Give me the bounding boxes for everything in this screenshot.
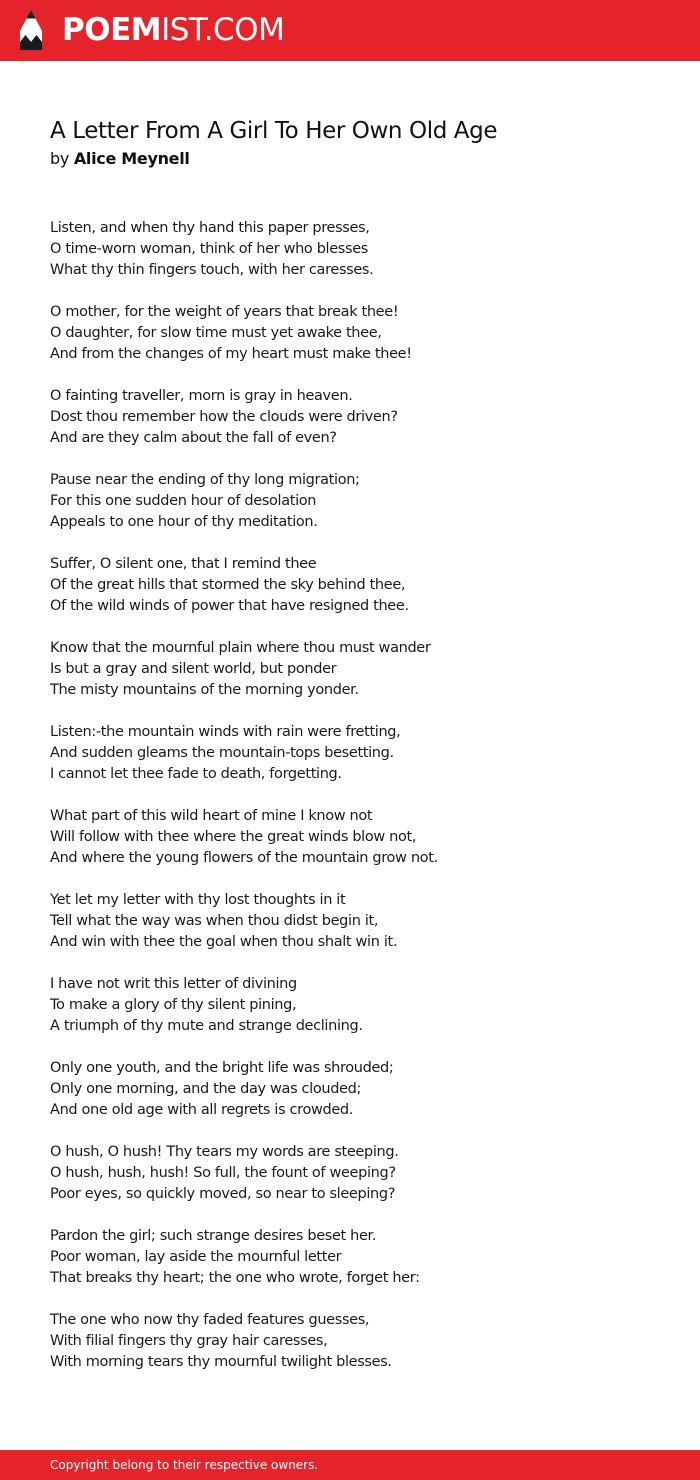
poem-line: I cannot let thee fade to death, forgetting. bbox=[50, 766, 342, 782]
by-label: by bbox=[50, 149, 70, 168]
poem-line: Tell what the way was when thou didst begin it, bbox=[50, 913, 379, 929]
poem-line: And from the changes of my heart must make thee! bbox=[50, 346, 412, 362]
poem-title: A Letter From A Girl To Her Own Old Age bbox=[50, 118, 498, 144]
logo-bold-text: POEM bbox=[62, 12, 162, 48]
stanza bbox=[50, 806, 670, 890]
site-footer bbox=[0, 1450, 700, 1480]
poem-line: For this one sudden hour of desolation bbox=[50, 493, 317, 509]
poem-line: O mother, for the weight of years that break thee! bbox=[50, 304, 399, 320]
stanza bbox=[50, 974, 670, 1058]
stanza bbox=[50, 470, 670, 554]
stanza bbox=[50, 1142, 670, 1226]
stanza bbox=[50, 890, 670, 974]
poem-line: And one old age with all regrets is crowded. bbox=[50, 1102, 354, 1118]
site-header bbox=[0, 0, 700, 61]
poem-line: Listen:-the mountain winds with rain were fretting, bbox=[50, 724, 401, 740]
poem-line: I have not writ this letter of divining bbox=[50, 976, 297, 992]
poem-line: And sudden gleams the mountain-tops besetting. bbox=[50, 745, 394, 761]
poem-line: Pardon the girl; such strange desires beset her. bbox=[50, 1228, 377, 1244]
poem-line: That breaks thy heart; the one who wrote, forget her: bbox=[50, 1270, 420, 1286]
poem-line: What part of this wild heart of mine I know not bbox=[50, 808, 373, 824]
poem-line: Suffer, O silent one, that I remind thee bbox=[50, 556, 317, 572]
poem-line: And win with thee the goal when thou shalt win it. bbox=[50, 934, 398, 950]
poem-line: Only one youth, and the bright life was shrouded; bbox=[50, 1060, 394, 1076]
stanza bbox=[50, 218, 670, 302]
poem-line: The one who now thy faded features guesses, bbox=[50, 1312, 370, 1328]
poem-line: O daughter, for slow time must yet awake thee, bbox=[50, 325, 382, 341]
poem-line: O hush, O hush! Thy tears my words are steeping. bbox=[50, 1144, 399, 1160]
site-logo[interactable] bbox=[62, 12, 284, 48]
pencil-icon[interactable] bbox=[18, 9, 44, 51]
poem-line: Will follow with thee where the great winds blow not, bbox=[50, 829, 417, 845]
poem-line: Listen, and when thy hand this paper presses, bbox=[50, 220, 370, 236]
poem-line: Of the great hills that stormed the sky behind thee, bbox=[50, 577, 406, 593]
poem-line: To make a glory of thy silent pining, bbox=[50, 997, 297, 1013]
stanza bbox=[50, 1058, 670, 1142]
poem-body bbox=[50, 218, 670, 1394]
stanza bbox=[50, 302, 670, 386]
poem-line: A triumph of thy mute and strange declining. bbox=[50, 1018, 363, 1034]
poem-line: Dost thou remember how the clouds were driven? bbox=[50, 409, 398, 425]
author-name: Alice Meynell bbox=[73, 149, 190, 168]
poem-line: Poor woman, lay aside the mournful letter bbox=[50, 1249, 342, 1265]
poem-line: What thy thin fingers touch, with her caresses. bbox=[50, 262, 374, 278]
stanza bbox=[50, 1310, 670, 1394]
copyright-text: Copyright belong to their respective owners. bbox=[50, 1458, 319, 1472]
poem-line: O fainting traveller, morn is gray in heaven. bbox=[50, 388, 353, 404]
poem-line: Poor eyes, so quickly moved, so near to sleeping? bbox=[50, 1186, 396, 1202]
poem-line: With morning tears thy mournful twilight blesses. bbox=[50, 1354, 392, 1370]
poem-line: And are they calm about the fall of even? bbox=[50, 430, 337, 446]
stanza bbox=[50, 722, 670, 806]
poem-line: Appeals to one hour of thy meditation. bbox=[50, 514, 318, 530]
byline bbox=[50, 148, 190, 170]
poem-line: Is but a gray and silent world, but ponder bbox=[50, 661, 337, 677]
poem-line: O hush, hush, hush! So full, the fount of weeping? bbox=[50, 1165, 396, 1181]
stanza bbox=[50, 554, 670, 638]
poem-line: The misty mountains of the morning yonder. bbox=[50, 682, 359, 698]
poem-line: And where the young flowers of the mountain grow not. bbox=[50, 850, 438, 866]
stanza bbox=[50, 1226, 670, 1310]
poem-line: Of the wild winds of power that have resigned thee. bbox=[50, 598, 409, 614]
poem-line: Pause near the ending of thy long migration; bbox=[50, 472, 360, 488]
stanza bbox=[50, 386, 670, 470]
poem-line: Yet let my letter with thy lost thoughts in it bbox=[50, 892, 346, 908]
poem-line: Know that the mournful plain where thou must wander bbox=[50, 640, 431, 656]
poem-line: O time-worn woman, think of her who blesses bbox=[50, 241, 368, 257]
logo-light-text: IST.COM bbox=[161, 12, 285, 48]
poem-line: With filial fingers thy gray hair caresses, bbox=[50, 1333, 328, 1349]
stanza bbox=[50, 638, 670, 722]
poem-line: Only one morning, and the day was clouded; bbox=[50, 1081, 362, 1097]
